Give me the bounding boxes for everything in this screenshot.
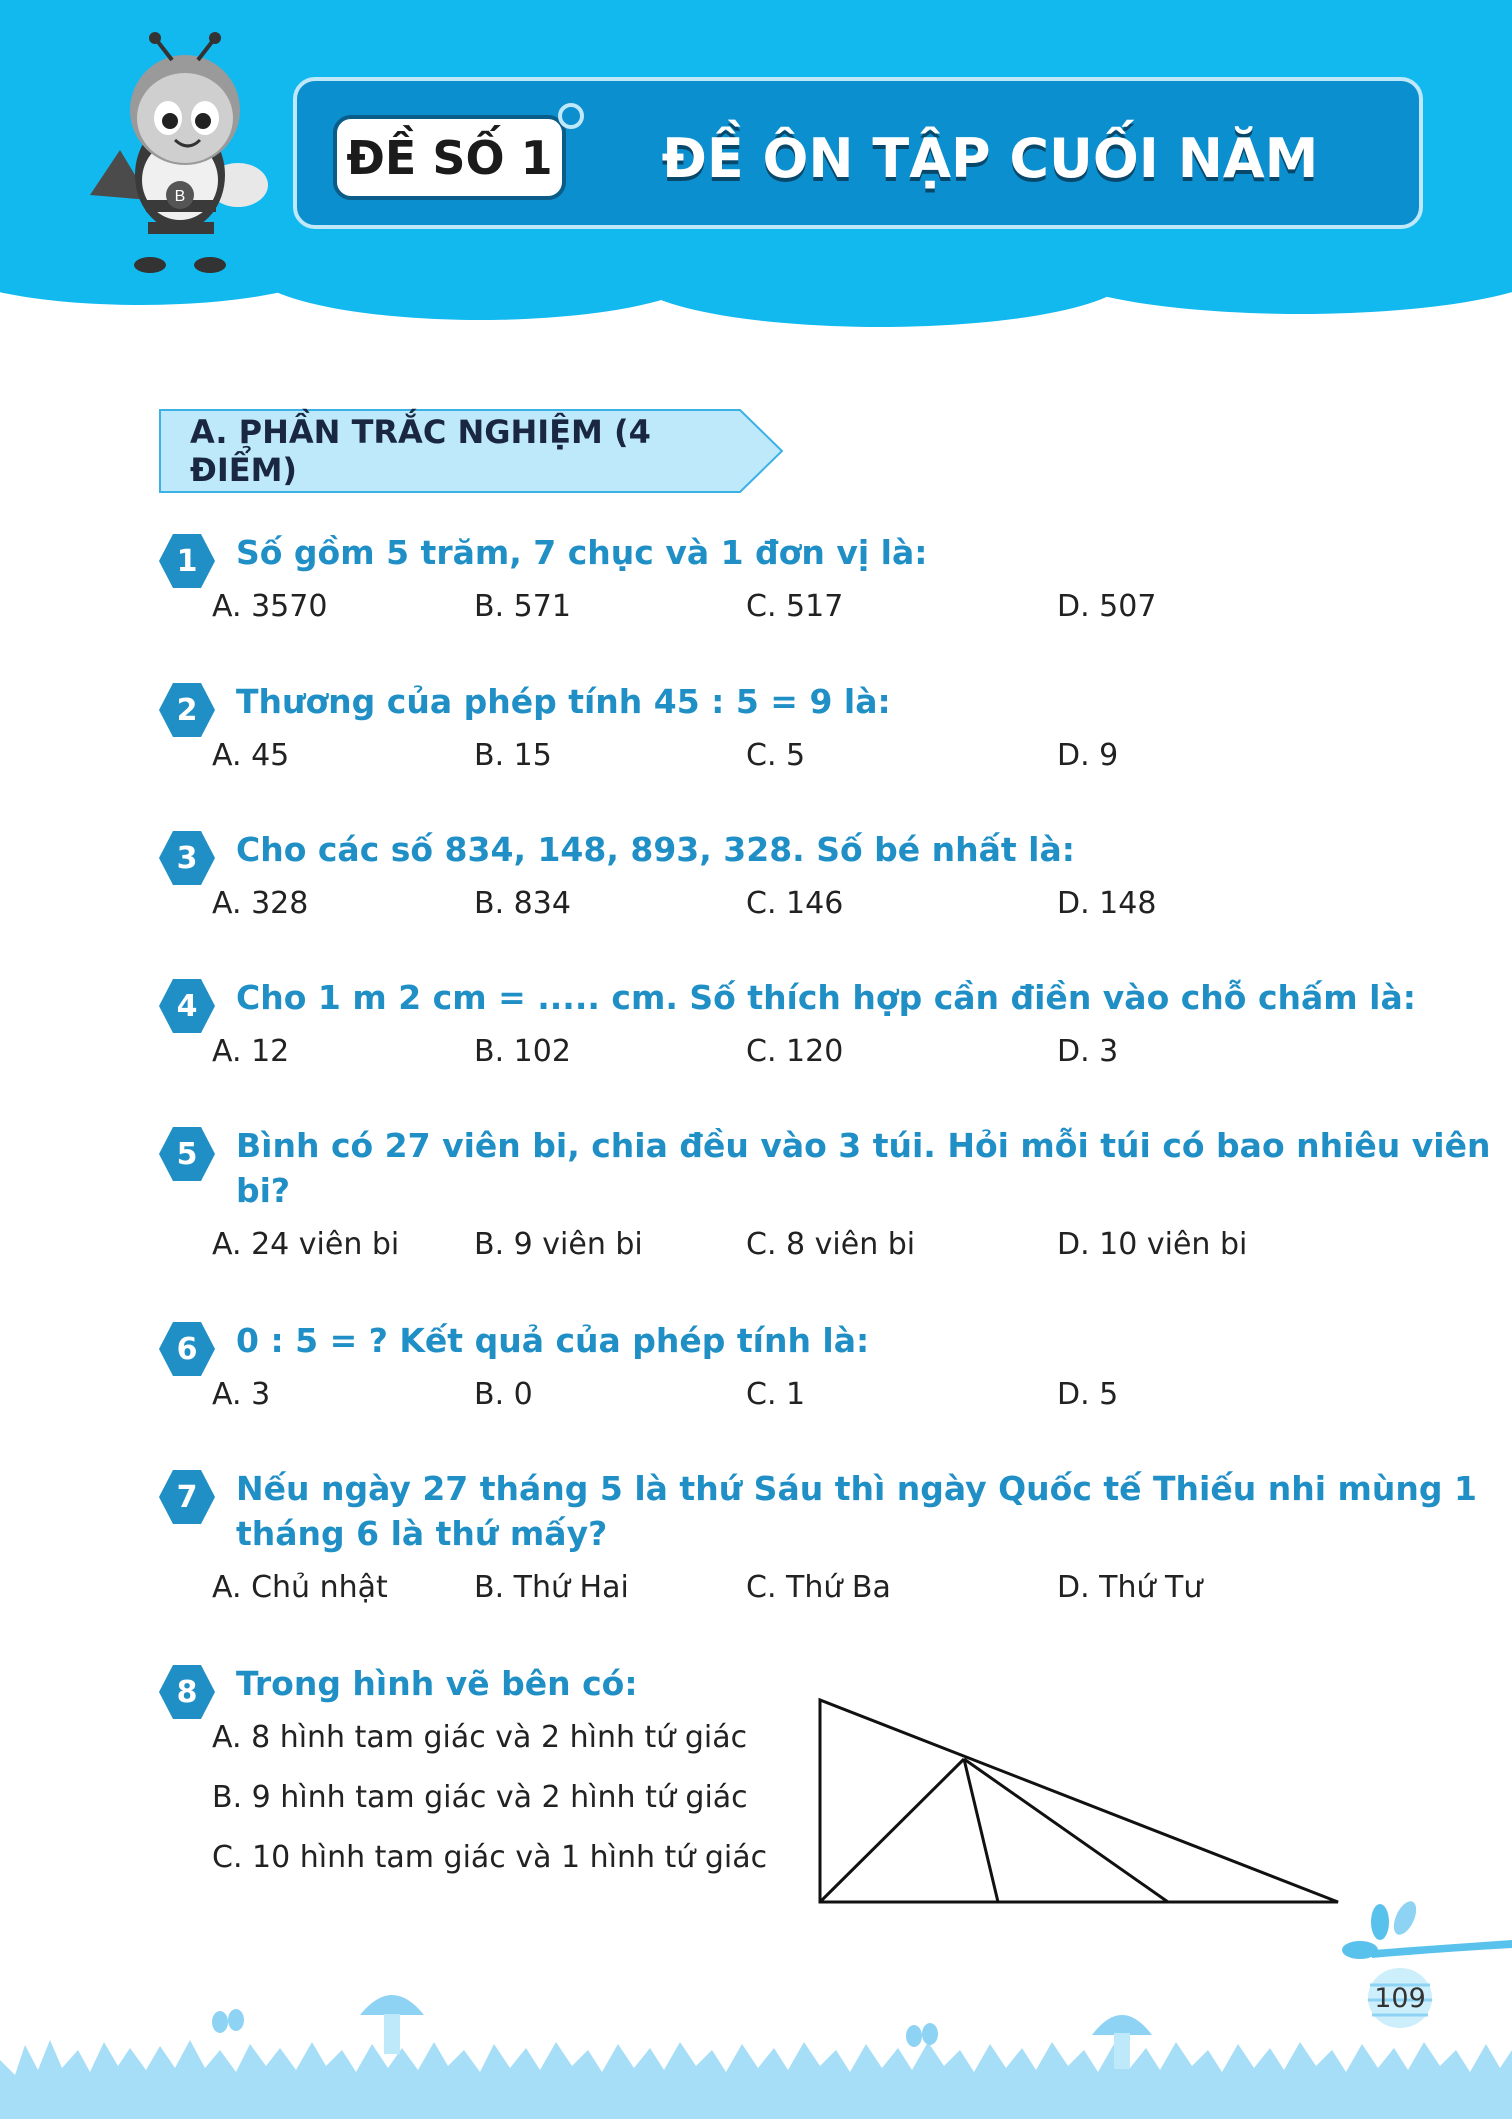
tag-pin-icon [558, 103, 584, 129]
answer-option[interactable]: B. 15 [474, 738, 552, 773]
page-number: 109 [1374, 1982, 1426, 2014]
leaf-branch-icon [1342, 1898, 1512, 1959]
question-number-badge [158, 977, 216, 1035]
answer-option[interactable]: A. 3570 [212, 589, 328, 624]
answer-option[interactable]: C. 517 [746, 589, 844, 624]
question-text: Cho 1 m 2 cm = ..... cm. Số thích hợp cần điền vào chỗ chấm là: [236, 978, 1416, 1017]
answer-option[interactable]: B. Thứ Hai [474, 1570, 629, 1605]
answer-option[interactable]: B. 571 [474, 589, 571, 624]
question-text: Bình có 27 viên bi, chia đều vào 3 túi. Hỏi mỗi túi có bao nhiêu viên [236, 1126, 1491, 1165]
question-number: 4 [176, 988, 198, 1024]
answer-option[interactable]: A. 328 [212, 886, 309, 921]
question-number: 8 [176, 1674, 198, 1710]
answer-option[interactable]: D. 148 [1057, 886, 1157, 921]
answer-option[interactable]: A. 3 [212, 1377, 271, 1412]
answer-option[interactable]: D. Thứ Tư [1057, 1570, 1203, 1605]
question-number: 2 [176, 692, 198, 728]
question-text: Cho các số 834, 148, 893, 328. Số bé nhất là: [236, 830, 1075, 869]
question-number-badge [158, 829, 216, 887]
question-number-badge [158, 1125, 216, 1183]
answer-option[interactable]: C. Thứ Ba [746, 1570, 891, 1605]
butterfly-icon [212, 2009, 244, 2033]
mushroom-icon [360, 1995, 424, 2054]
answer-option[interactable]: B. 102 [474, 1034, 571, 1069]
section-title: A. PHẦN TRẮC NGHIỆM (4 ĐIỂM) [190, 413, 651, 489]
answer-option[interactable]: A. 24 viên bi [212, 1227, 400, 1262]
answer-option[interactable]: B. 9 viên bi [474, 1227, 643, 1262]
svg-text:B: B [174, 188, 186, 205]
answer-option[interactable]: D. 3 [1057, 1034, 1119, 1069]
question-number: 1 [176, 543, 198, 579]
answer-option[interactable]: A. Chủ nhật [212, 1570, 388, 1605]
page-title: ĐỀ ÔN TẬP CUỐI NĂM [661, 126, 1319, 190]
question-number: 3 [176, 840, 198, 876]
question-text: Thương của phép tính 45 : 5 = 9 là: [236, 682, 891, 721]
answer-option[interactable]: C. 10 hình tam giác và 1 hình tứ giác [212, 1840, 768, 1875]
question-text: bi? [236, 1171, 291, 1210]
answer-option[interactable]: D. 5 [1057, 1377, 1119, 1412]
answer-option[interactable]: B. 9 hình tam giác và 2 hình tứ giác [212, 1780, 748, 1815]
question-number-badge [158, 1663, 216, 1721]
answer-option[interactable]: C. 146 [746, 886, 844, 921]
answer-option[interactable]: C. 120 [746, 1034, 844, 1069]
question-number-badge [158, 1468, 216, 1526]
question-number: 7 [176, 1479, 198, 1515]
question-number: 5 [176, 1136, 198, 1172]
question-number-badge [158, 532, 216, 590]
question-number-badge [158, 681, 216, 739]
answer-option[interactable]: D. 507 [1057, 589, 1157, 624]
answer-option[interactable]: D. 10 viên bi [1057, 1227, 1248, 1262]
answer-option[interactable]: A. 8 hình tam giác và 2 hình tứ giác [212, 1720, 748, 1755]
butterfly-icon [906, 2023, 938, 2047]
answer-option[interactable]: C. 8 viên bi [746, 1227, 916, 1262]
question-number-badge [158, 1320, 216, 1378]
answer-option[interactable]: D. 9 [1057, 738, 1119, 773]
question-text: Nếu ngày 27 tháng 5 là thứ Sáu thì ngày Quốc tế Thiếu nhi mùng 1 [236, 1469, 1477, 1508]
question-text: tháng 6 là thứ mấy? [236, 1514, 608, 1553]
triangle-figure [820, 1700, 1338, 1902]
grass-footer [0, 2040, 1512, 2119]
question-text: Số gồm 5 trăm, 7 chục và 1 đơn vị là: [236, 533, 928, 572]
answer-option[interactable]: B. 834 [474, 886, 571, 921]
answer-option[interactable]: C. 1 [746, 1377, 806, 1412]
answer-option[interactable]: B. 0 [474, 1377, 533, 1412]
question-text: Trong hình vẽ bên có: [236, 1664, 638, 1703]
answer-option[interactable]: C. 5 [746, 738, 806, 773]
exam-number-tag: ĐỀ SỐ 1 [333, 115, 566, 200]
question-text: 0 : 5 = ? Kết quả của phép tính là: [236, 1321, 870, 1360]
answer-option[interactable]: A. 45 [212, 738, 290, 773]
question-number: 6 [176, 1331, 198, 1367]
answer-option[interactable]: A. 12 [212, 1034, 290, 1069]
